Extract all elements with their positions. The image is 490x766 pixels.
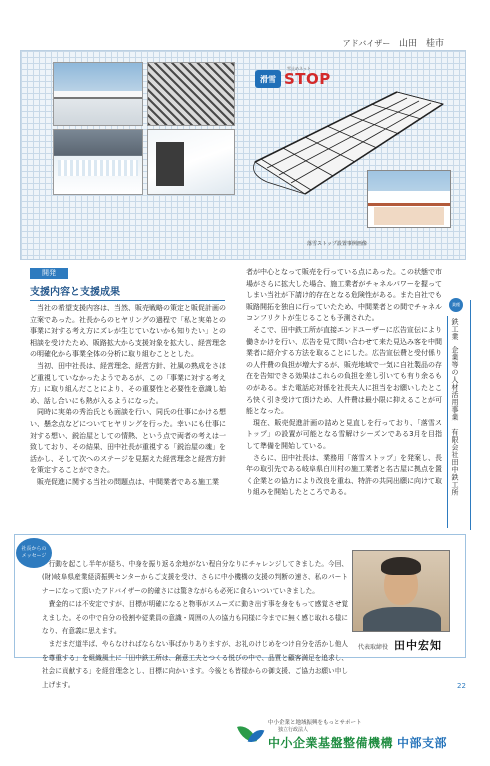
side-industry: 鉄工業	[451, 318, 459, 341]
installed-example-photo	[367, 170, 451, 228]
representative-name: 田中宏知	[394, 639, 442, 652]
side-divider	[470, 300, 471, 530]
article-paragraph: 当初、田中社長は、経営理念、経営方針、社風の熟成をさほど重視していなかったようであるが、この「事業に対する考え方」に取り組んだことにより、その重要性と必要性を意識し始め、話し合いにも熱が入るようになった。	[30, 361, 226, 405]
photo-panel	[20, 50, 466, 260]
branch-name: 中部支部	[397, 736, 448, 750]
article-paragraph: 現在、販売促進計画の詰めと見直しを行っており、「落雪ストップ」の設置が可能となる雪解けシーズンである3月を目指して準備を開始している。	[246, 418, 442, 450]
footer-branding	[238, 712, 478, 756]
section-tag: 開発	[30, 268, 68, 279]
industry-badge: 業種	[449, 298, 463, 312]
portrait-body	[363, 607, 441, 632]
icicle-roof-photo	[53, 129, 143, 195]
organization-logo-icon	[238, 722, 264, 748]
footer-tagline: 中小企業と地域振興をもっとサポート	[268, 720, 362, 726]
snow-net-closeup-photo	[147, 62, 235, 126]
article-paragraph: 当社の希望支援内容は、当然、販売戦略の策定と販促計画の立案であった。社長からのヒヤリングの過程で「私と実弟との事業に対する考え方にズレが生じていないかも知りたい」との相談を受けたため、販路拡大から支援対象を拡大し、経営理念の明確化から事業全体の分析に取り組むこととした。	[30, 304, 226, 359]
footer-organization	[268, 734, 447, 751]
advisor-name: 山田 桂市	[398, 39, 444, 49]
article-paragraph: 者が中心となって販売を行っている点にあった。この状態で市場がさらに拡大した場合、施工業者がチャネルパワーを握ってしまい当社が下請け的存在となる危険性がある。また自社でも販路開拓を独自に行っていたため、中間業者との間でチャネルコンフリクトが生じることも予測された。	[246, 268, 442, 323]
article-paragraph: そこで、田中鉄工所が直接エンドユーザーに広告宣伝により働きかけを行い、広告を見て問い合わせて来た見込み客を中間業者に紹介する方法を取ることにした。広告宣伝費と受付係りの人件費の負担が増大するが、販売地域で一気に自社製品の存在を告知できる効果はこれらの負担を差し引いても有り余るものがある。また電話応対係を社長夫人に担当をお願いしたところ快く引き受けて頂けため、人件費は最小限に抑えることが可能となった。	[246, 325, 442, 416]
message-paragraph: 行動を起こし半年が経ち、中身を振り返る余地がない程自分なりにチャレンジしてきました。今回、(財)岐阜県産業経済振興センターからご支援を受け、さらに中小機構の支援の判断の速さ、私のパートナーになって頂いたアドバイザーの的確さには驚きながらも必死に食らいついていきました。	[42, 560, 348, 595]
side-company: 企業等の人材活用事業 有限会社田中鉄工所	[451, 346, 459, 496]
product-illustration	[247, 62, 457, 255]
logo-word: STOP	[284, 70, 331, 88]
message-bubble-line: 社長からの	[21, 546, 47, 552]
organization-name: 中小企業基盤整備機構	[268, 736, 394, 750]
president-message-text	[42, 558, 348, 692]
article-right-column	[246, 267, 442, 499]
president-portrait	[352, 550, 450, 632]
advisor-credit	[343, 36, 444, 49]
article-paragraph: 同時に実弟の秀治氏とも面談を行い、同氏の仕事にかける想い、懸念点などについてヒヤリングを行った。幸いにも仕事に対する想い、鋭治屋としての情熱、という点で両者の考えは一致しており、その結果、田中社長が重視する「鋭治屋の魂」を活かし、そして次へのステージを見据えた経営理念と経営方針を策定することができた。	[30, 408, 226, 475]
article-left-column	[30, 303, 226, 489]
representative-role: 代表取締役	[358, 644, 389, 651]
message-paragraph: まだまだ道半ば、やらなければならない事ばかりありますが、お礼のけじめをつけ自分を活かし他人を尊重する」を組織風土に「田中鉄工所は、創意工夫とつくる悦びの中で、品質と顧客満足を追求し、社会に貢献する」を経営理念とし、目標に向かいます。今後とも皆様からの御支援、ご協力お願い申し上げます。	[42, 640, 348, 689]
message-paragraph: 費金的には不安定ですが、目標が明確になると物事がスムーズに動き出す事を身をもって感覚させ覚えました。その中で自分の役割や従業員の意識・周囲の人の協力も同様に今までに無く感じ取れる様になり、有意義に思えます。	[42, 600, 348, 636]
figure-caption: 落雪ストップ設置事例画像	[307, 241, 367, 247]
message-bubble-line: メッセージ	[21, 553, 47, 559]
portrait-hair	[381, 557, 421, 575]
section-title: 支援内容と支援成果	[30, 283, 225, 301]
logo-mark-icon: 滑雪	[255, 70, 281, 88]
advisor-label: アドバイザー	[342, 39, 391, 48]
logo-subtitle: 雪止めネット	[287, 66, 311, 71]
article-paragraph: さらに、田中社長は、業務用「落雪ストップ」を発案し、長年の取引先である岐阜県白川村の施工業者と名古屋に拠点を置く企業との協力により改良を重ね、特許の共同出願に向けて取り組みを開始したところである。	[246, 453, 442, 497]
article-paragraph: 販売促進に関する当社の問題点は、中間業者である施工業	[37, 477, 219, 486]
snow-wall-photo	[147, 129, 235, 195]
page-number: 22	[457, 682, 466, 690]
footer-subtitle: 独立行政法人	[278, 727, 309, 733]
roof-eaves-photo	[53, 62, 143, 126]
